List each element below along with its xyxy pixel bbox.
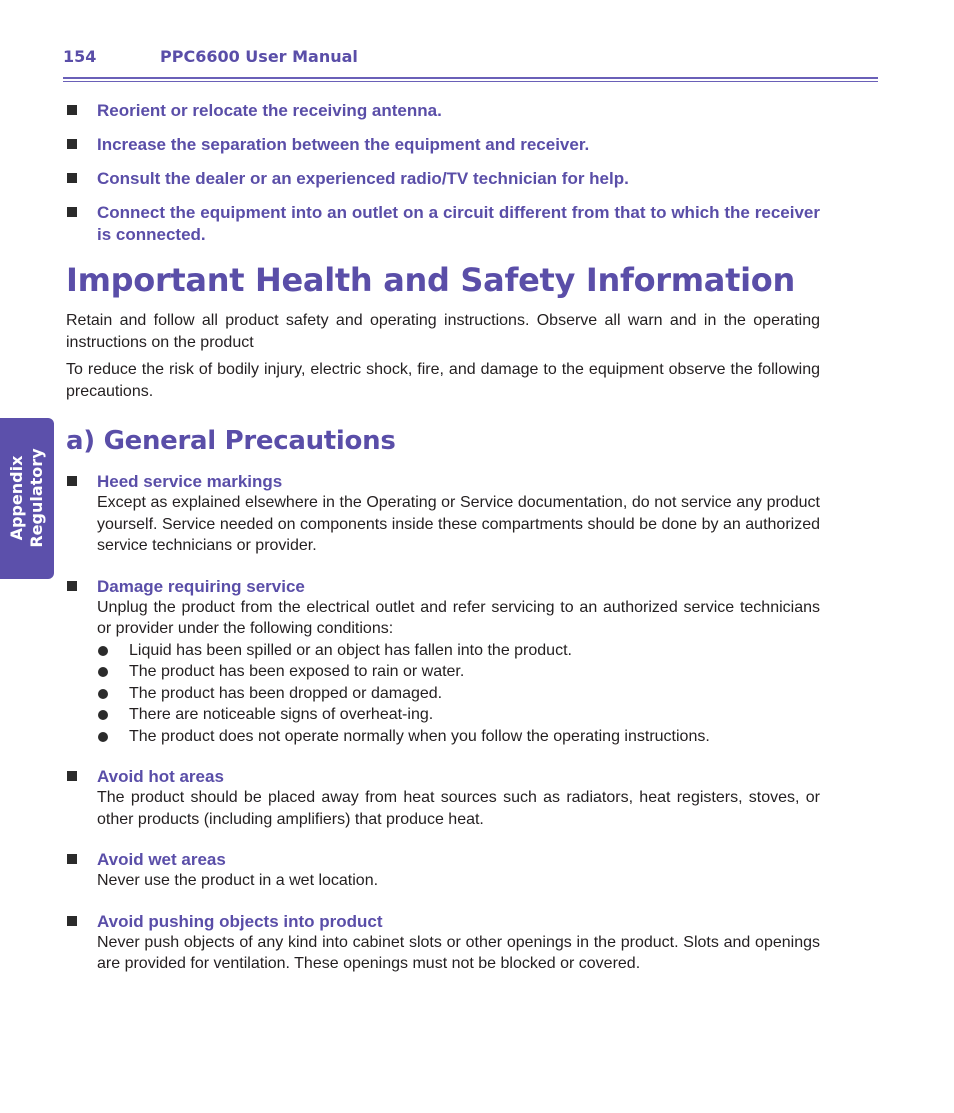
precaution-title: Avoid wet areas (97, 850, 226, 869)
precaution-title: Damage requiring service (97, 576, 305, 596)
precaution-text: Except as explained elsewhere in the Operating or Service documentation, do not service any product yourself. Service needed on components inside these compartments should be done by an authorized service technicians or provider. (97, 494, 820, 554)
precaution-item (66, 911, 820, 975)
square-bullet-icon (67, 771, 77, 781)
precaution-title: Avoid hot areas (97, 767, 224, 786)
condition-text: The product does not operate normally when you follow the operating instructions. (129, 727, 710, 745)
condition-item (97, 704, 820, 726)
round-bullet-icon (98, 646, 108, 656)
square-bullet-icon (67, 207, 77, 217)
square-bullet-icon (67, 854, 77, 864)
precaution-title: Heed service markings (97, 472, 283, 491)
round-bullet-icon (98, 732, 108, 742)
intro-paragraph: Retain and follow all product safety and operating instructions. Observe all warn and in the operating instructions on the product (66, 312, 820, 351)
list-item-text: Reorient or relocate the receiving antenna. (97, 101, 442, 120)
precaution-item (66, 471, 820, 557)
list-item-text: Connect the equipment into an outlet on a circuit different from that to which the receiver is connected. (97, 203, 820, 244)
intro-paragraph: To reduce the risk of bodily injury, electric shock, fire, and damage to the equipment observe the following precautions. (66, 361, 820, 400)
condition-item (97, 640, 820, 662)
page-header (63, 47, 878, 81)
header-rule-thin (63, 81, 878, 82)
condition-item (97, 661, 820, 683)
precaution-text: The product should be placed away from heat sources such as radiators, heat registers, stoves, or other products (including amplifiers) that produce heat. (97, 789, 820, 828)
main-heading: Important Health and Safety Information (66, 261, 795, 299)
list-item-text: Consult the dealer or an experienced radio/TV technician for help. (97, 169, 629, 188)
interference-list (66, 100, 820, 246)
side-tab-label (7, 448, 47, 547)
round-bullet-icon (98, 710, 108, 720)
precaution-text: Never push objects of any kind into cabinet slots or other openings in the product. Slots and openings are provided for ventilation. These openings must not be blocked or covered. (97, 933, 820, 972)
condition-item (97, 683, 820, 705)
condition-text: There are noticeable signs of overheat-ing. (129, 706, 434, 723)
condition-text: Liquid has been spilled or an object has fallen into the product. (129, 641, 572, 659)
precaution-title: Avoid pushing objects into product (97, 911, 383, 931)
square-bullet-icon (67, 139, 77, 149)
condition-list (97, 640, 820, 748)
document-title: PPC6600 User Manual (160, 47, 358, 66)
square-bullet-icon (67, 173, 77, 183)
precaution-text: Unplug the product from the electrical outlet and refer servicing to an authorized service technicians or provider under the following conditions: (97, 598, 820, 637)
list-item-text: Increase the separation between the equipment and receiver. (97, 135, 590, 154)
page-content (66, 100, 820, 975)
list-item (66, 202, 820, 246)
precaution-text: Never use the product in a wet location. (97, 872, 379, 889)
list-item (66, 168, 820, 190)
section-heading: a) General Precautions (66, 426, 396, 456)
square-bullet-icon (67, 581, 77, 591)
page-number: 154 (63, 47, 97, 66)
condition-text: The product has been dropped or damaged. (129, 684, 443, 702)
round-bullet-icon (98, 667, 108, 677)
condition-item (97, 726, 820, 748)
precaution-item (66, 576, 820, 748)
square-bullet-icon (67, 916, 77, 926)
header-rule (63, 77, 878, 79)
list-item (66, 100, 820, 122)
side-tab-line-2: Regulatory (27, 448, 46, 548)
square-bullet-icon (67, 476, 77, 486)
condition-text: The product has been exposed to rain or water. (129, 663, 465, 680)
square-bullet-icon (67, 105, 77, 115)
side-tab-line-1: Appendix (7, 455, 26, 541)
round-bullet-icon (98, 689, 108, 699)
precaution-item (66, 849, 820, 892)
appendix-side-tab (0, 418, 54, 579)
precaution-item (66, 766, 820, 830)
list-item (66, 134, 820, 156)
